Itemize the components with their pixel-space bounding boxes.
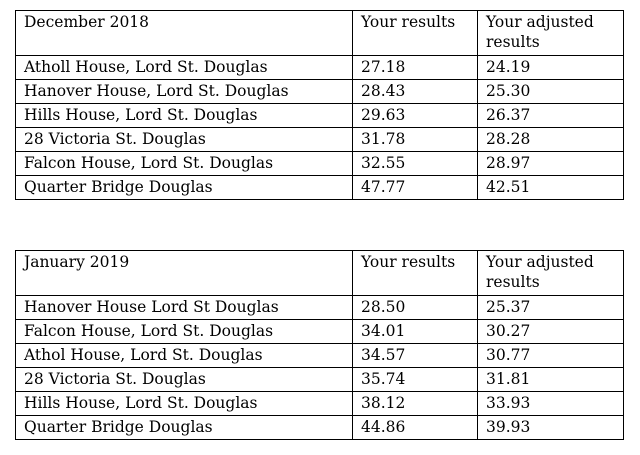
- location-cell: Quarter Bridge Douglas: [16, 176, 353, 200]
- location-cell: Atholl House, Lord St. Douglas: [16, 56, 353, 80]
- results-table-december-2018: [15, 10, 624, 200]
- adjusted-result-cell: 42.51: [478, 176, 624, 200]
- location-cell: Falcon House, Lord St. Douglas: [16, 152, 353, 176]
- adjusted-result-cell: 28.28: [478, 128, 624, 152]
- location-cell: 28 Victoria St. Douglas: [16, 128, 353, 152]
- table-row: [16, 176, 624, 200]
- result-cell: 32.55: [353, 152, 478, 176]
- location-cell: Hills House, Lord St. Douglas: [16, 392, 353, 416]
- table-row: [16, 296, 624, 320]
- table-row: [16, 128, 624, 152]
- table-row: [16, 152, 624, 176]
- adjusted-result-cell: 25.30: [478, 80, 624, 104]
- result-cell: 31.78: [353, 128, 478, 152]
- table-header-row: [16, 11, 624, 56]
- location-cell: Hills House, Lord St. Douglas: [16, 104, 353, 128]
- result-cell: 38.12: [353, 392, 478, 416]
- location-cell: Hanover House Lord St Douglas: [16, 296, 353, 320]
- table-row: [16, 80, 624, 104]
- table-row: [16, 104, 624, 128]
- table-row: [16, 392, 624, 416]
- adjusted-results-column-header: Your adjusted results: [478, 251, 624, 296]
- adjusted-result-cell: 24.19: [478, 56, 624, 80]
- table-row: [16, 416, 624, 440]
- result-cell: 28.43: [353, 80, 478, 104]
- result-cell: 44.86: [353, 416, 478, 440]
- result-cell: 29.63: [353, 104, 478, 128]
- adjusted-result-cell: 25.37: [478, 296, 624, 320]
- adjusted-result-cell: 28.97: [478, 152, 624, 176]
- adjusted-result-cell: 30.27: [478, 320, 624, 344]
- results-column-header: Your results: [353, 251, 478, 296]
- result-cell: 47.77: [353, 176, 478, 200]
- period-header: December 2018: [16, 11, 353, 56]
- location-cell: 28 Victoria St. Douglas: [16, 368, 353, 392]
- adjusted-result-cell: 31.81: [478, 368, 624, 392]
- table-row: [16, 344, 624, 368]
- result-cell: 34.01: [353, 320, 478, 344]
- location-cell: Falcon House, Lord St. Douglas: [16, 320, 353, 344]
- table-header-row: [16, 251, 624, 296]
- result-cell: 28.50: [353, 296, 478, 320]
- adjusted-results-column-header: Your adjusted results: [478, 11, 624, 56]
- results-column-header: Your results: [353, 11, 478, 56]
- table-row: [16, 56, 624, 80]
- result-cell: 35.74: [353, 368, 478, 392]
- results-table-january-2019: [15, 250, 624, 440]
- location-cell: Quarter Bridge Douglas: [16, 416, 353, 440]
- location-cell: Athol House, Lord St. Douglas: [16, 344, 353, 368]
- location-cell: Hanover House, Lord St. Douglas: [16, 80, 353, 104]
- table-row: [16, 320, 624, 344]
- result-cell: 34.57: [353, 344, 478, 368]
- adjusted-result-cell: 26.37: [478, 104, 624, 128]
- table-row: [16, 368, 624, 392]
- adjusted-result-cell: 33.93: [478, 392, 624, 416]
- adjusted-result-cell: 30.77: [478, 344, 624, 368]
- adjusted-result-cell: 39.93: [478, 416, 624, 440]
- period-header: January 2019: [16, 251, 353, 296]
- result-cell: 27.18: [353, 56, 478, 80]
